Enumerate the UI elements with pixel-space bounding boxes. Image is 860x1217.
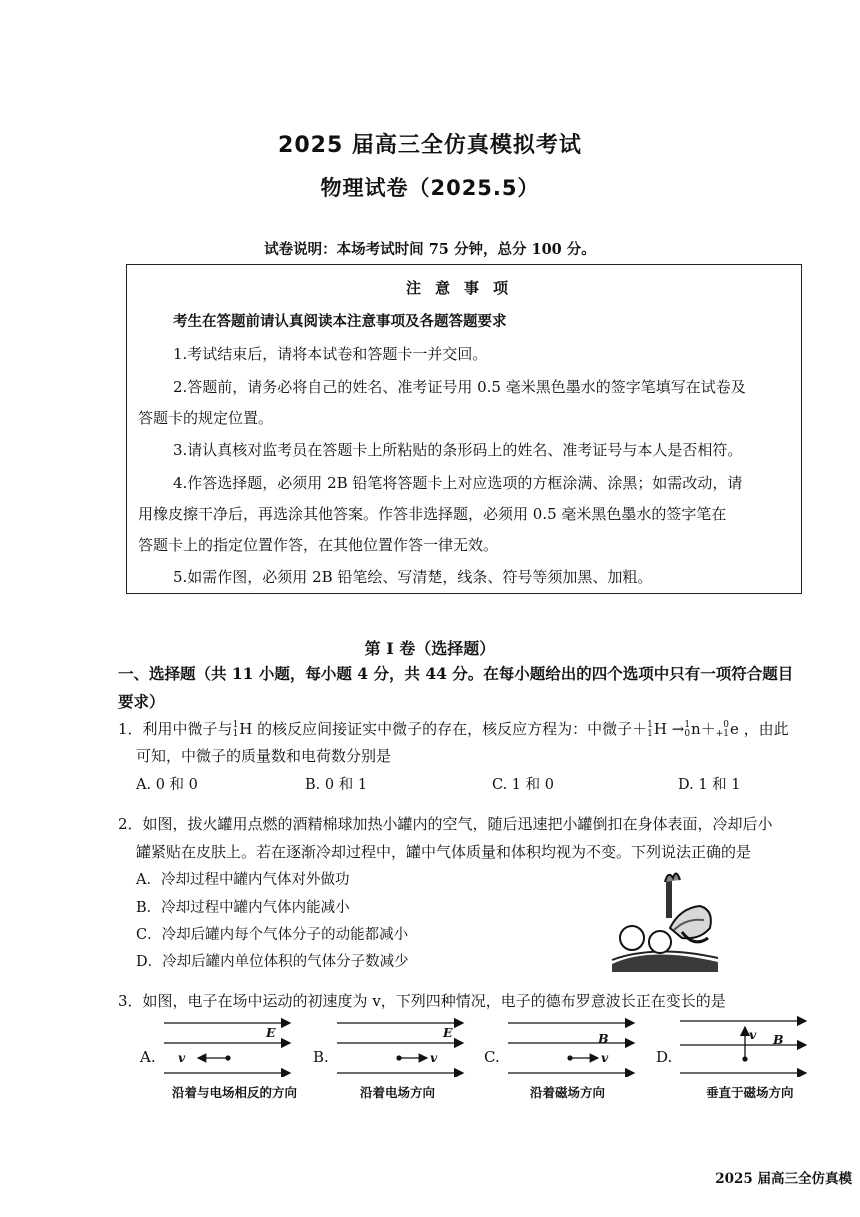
q3-panel-b-letter[interactable]: B. xyxy=(313,1048,329,1066)
q3-panel-d-letter[interactable]: D. xyxy=(656,1048,673,1066)
q3-panel-d-velocity-label: v xyxy=(749,1027,757,1042)
q3-panel-d-diagram xyxy=(676,1015,811,1077)
nuclide-index-h1: 1 1 xyxy=(232,720,239,739)
q1-option-c[interactable]: C. 1 和 0 xyxy=(492,777,554,793)
part-heading xyxy=(118,660,808,716)
q3-panel-a-letter[interactable]: A. xyxy=(140,1048,156,1066)
q3-panel-a-velocity-label: v xyxy=(178,1050,186,1065)
q2-option-d[interactable]: D．冷却后罐内单位体积的气体分子数减少 xyxy=(136,954,409,970)
notice-line-5: 4.作答选择题，必须用 2B 铅笔将答题卡上对应选项的方框涂满、涂黑；如需改动，请 xyxy=(173,474,743,492)
part-heading-line-1: 一、选择题（共 11 小题，每小题 4 分，共 44 分。在每小题给出的四个选项中只有一项符合题目 xyxy=(118,664,794,683)
notice-line-4: 3.请认真核对监考员在答题卡上所粘贴的条形码上的姓名、准考证号与本人是否相符。 xyxy=(173,441,743,459)
question-number: 1． xyxy=(118,720,143,738)
q3-panel-b-field-label: E xyxy=(443,1025,453,1040)
notice-line-7: 答题卡上的指定位置作答，在其他位置作答一律无效。 xyxy=(138,536,499,554)
nuclide-index-h2: 1 1 xyxy=(647,720,653,739)
exam-instructions: 试卷说明：本场考试时间 75 分钟，总分 100 分。 xyxy=(264,241,596,258)
nuclide-index-e: 0 +1 xyxy=(715,720,729,739)
q1-option-a[interactable]: A. 0 和 0 xyxy=(136,777,198,793)
q2-option-b[interactable]: B．冷却过程中罐内气体内能减小 xyxy=(136,900,350,916)
q3-panel-a-field-label: E xyxy=(266,1025,276,1040)
question-1-text-b: H 的核反应间接证实中微子的存在，核反应方程为：中微子＋ xyxy=(239,720,648,738)
question-1-text-a: 利用中微子与 xyxy=(142,720,233,738)
notice-line-8: 5.如需作图，必须用 2B 铅笔绘、写清楚，线条、符号等须加黑、加粗。 xyxy=(173,568,653,586)
question-3-stem xyxy=(118,990,726,1011)
question-1-stem xyxy=(118,718,789,739)
exam-title: 2025 届高三全仿真模拟考试 xyxy=(278,133,582,158)
q3-panel-d-field-label: B xyxy=(773,1032,784,1047)
question-number: 3． xyxy=(118,992,143,1010)
part-heading-line-2: 要求） xyxy=(118,692,165,711)
question-1-text-d: n＋ xyxy=(691,720,716,738)
q2-option-c[interactable]: C．冷却后罐内每个气体分子的动能都减小 xyxy=(136,927,409,943)
question-1-text-c: H → xyxy=(653,720,685,738)
q3-panel-c-diagram xyxy=(504,1015,639,1077)
notice-line-6: 用橡皮擦干净后，再选涂其他答案。作答非选择题，必须用 0.5 毫米黑色墨水的签字笔在 xyxy=(138,505,727,523)
question-2-text: 如图，拔火罐用点燃的酒精棉球加热小罐内的空气，随后迅速把小罐倒扣在身体表面，冷却后小 xyxy=(142,815,773,833)
q3-panel-c-caption: 沿着磁场方向 xyxy=(530,1085,606,1100)
notice-line-1: 1.考试结束后，请将本试卷和答题卡一并交回。 xyxy=(173,345,488,363)
notice-line-2: 2.答题前，请务必将自己的姓名、准考证号用 0.5 毫米黑色墨水的签字笔填写在试卷及 xyxy=(173,378,746,396)
section-title: 第 I 卷（选择题） xyxy=(364,639,496,658)
q3-panel-d-caption: 垂直于磁场方向 xyxy=(706,1085,794,1100)
q3-panel-b-caption: 沿着电场方向 xyxy=(360,1085,436,1100)
notice-box xyxy=(126,264,802,594)
q3-panel-c-field-label: B xyxy=(598,1031,609,1046)
question-2-line-2: 罐紧贴在皮肤上。若在逐渐冷却过程中，罐中气体质量和体积均视为不变。下列说法正确的是 xyxy=(136,843,752,861)
q3-panel-a-caption: 沿着与电场相反的方向 xyxy=(172,1085,298,1100)
q3-panel-c-velocity-label: v xyxy=(601,1050,609,1065)
q1-option-d[interactable]: D. 1 和 1 xyxy=(678,777,741,793)
exam-subtitle: 物理试卷（2025.5） xyxy=(320,176,540,200)
question-2-line-1 xyxy=(118,813,773,834)
q3-panel-c-letter[interactable]: C. xyxy=(484,1048,500,1066)
question-3-text: 如图，电子在场中运动的初速度为 v，下列四种情况，电子的德布罗意波长正在变长的是 xyxy=(142,992,726,1010)
notice-line-3: 答题卡的规定位置。 xyxy=(138,409,274,427)
cupping-illustration xyxy=(610,868,720,972)
q2-option-a[interactable]: A．冷却过程中罐内气体对外做功 xyxy=(136,872,350,888)
question-1-line-2: 可知，中微子的质量数和电荷数分别是 xyxy=(136,747,392,765)
question-1-text-e: e ，由此 xyxy=(730,720,789,738)
notice-title: 注意事项 xyxy=(405,279,522,297)
q1-option-b[interactable]: B. 0 和 1 xyxy=(305,777,368,793)
q3-panel-b-velocity-label: v xyxy=(430,1050,438,1065)
nuclide-index-n: 1 0 xyxy=(684,720,691,739)
page-footer: 2025 届高三全仿真模 xyxy=(715,1171,852,1187)
notice-subtitle: 考生在答题前请认真阅读本注意事项及各题答题要求 xyxy=(173,313,507,330)
question-number: 2． xyxy=(118,815,143,833)
